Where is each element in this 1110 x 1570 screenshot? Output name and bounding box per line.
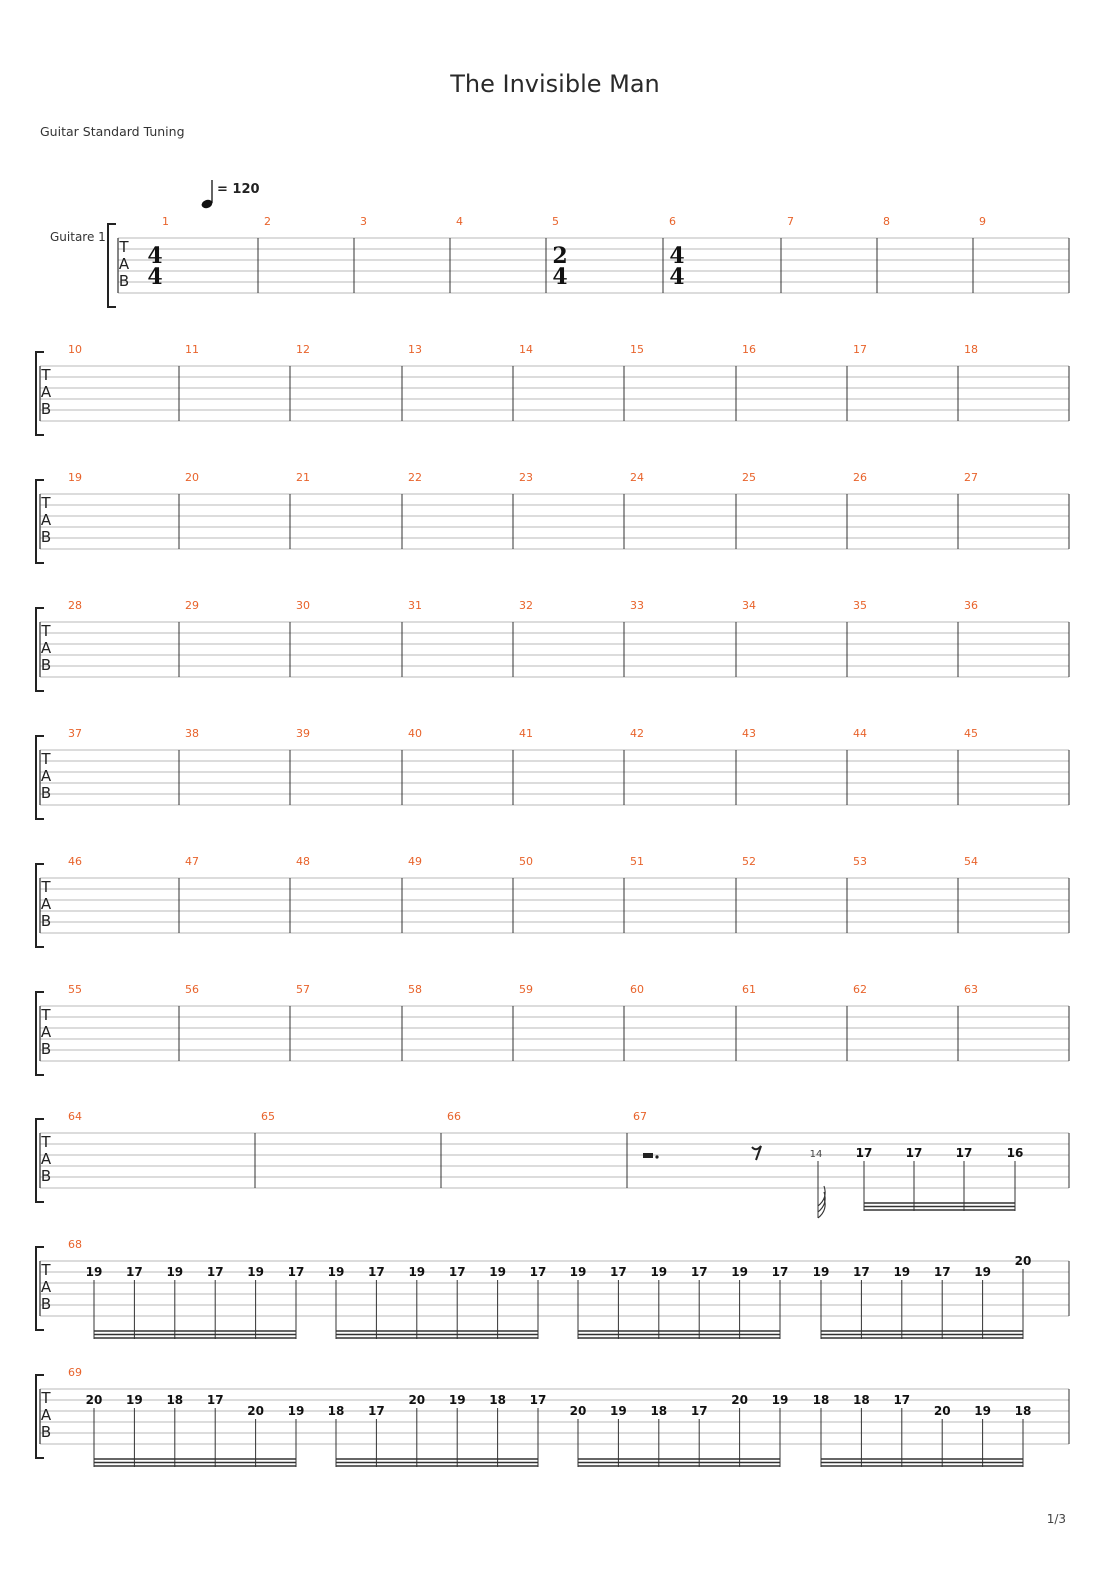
- measure-number: 38: [185, 727, 199, 740]
- measure-number: 40: [408, 727, 422, 740]
- measure-number: 3: [360, 215, 367, 228]
- tab-fret-number: 17: [771, 1265, 789, 1279]
- tab-clef-letter: A: [40, 1406, 52, 1424]
- tab-clef-letter: T: [119, 238, 129, 256]
- tab-clef-letter: A: [40, 511, 52, 529]
- tab-fret-number: 17: [206, 1393, 224, 1407]
- tab-fret-number: 17: [126, 1265, 143, 1279]
- measure-number: 54: [964, 855, 978, 868]
- measure-number: 44: [853, 727, 867, 740]
- measure-number: 36: [964, 599, 978, 612]
- measure-number: 28: [68, 599, 82, 612]
- tab-clef-letter: B: [40, 912, 52, 930]
- tab-fret-number: 18: [812, 1393, 830, 1407]
- measure-number: 57: [296, 983, 310, 996]
- measure-number: 5: [552, 215, 559, 228]
- measure-number: 8: [883, 215, 890, 228]
- tab-fret-number: 18: [166, 1393, 184, 1407]
- tab-clef-letter: T: [41, 1389, 51, 1407]
- measure-number: 49: [408, 855, 422, 868]
- tab-clef-letter: B: [40, 1167, 52, 1185]
- measure-number: 10: [68, 343, 82, 356]
- time-signature-denominator: 4: [669, 264, 685, 290]
- measure-number: 13: [408, 343, 422, 356]
- tab-fret-number: 17: [368, 1404, 385, 1418]
- tab-fret-number: 18: [650, 1404, 668, 1418]
- tab-fret-number: 19: [893, 1265, 911, 1279]
- tab-fret-number: 19: [287, 1404, 305, 1418]
- measure-number: 12: [296, 343, 310, 356]
- tab-fret-number: 20: [933, 1404, 951, 1418]
- time-signature-denominator: 4: [552, 264, 568, 290]
- measure-number: 63: [964, 983, 978, 996]
- tab-fret-number: 17: [933, 1265, 951, 1279]
- tab-fret-number: 19: [771, 1393, 789, 1407]
- instrument-name: Guitare 1: [50, 230, 106, 244]
- measure-number: 20: [185, 471, 199, 484]
- tab-fret-number: 19: [489, 1265, 506, 1279]
- measure-number: 56: [185, 983, 199, 996]
- measure-number: 66: [447, 1110, 461, 1123]
- measure-number: 24: [630, 471, 644, 484]
- time-signature-numerator: 2: [552, 243, 568, 269]
- measure-number: 33: [630, 599, 644, 612]
- tab-clef-letter: T: [41, 366, 51, 384]
- tab-clef-letter: A: [40, 895, 52, 913]
- measure-number: 25: [742, 471, 756, 484]
- tab-clef-letter: A: [40, 639, 52, 657]
- measure-number: 11: [185, 343, 199, 356]
- tab-fret-number: 17: [368, 1265, 385, 1279]
- tab-fret-number: 17: [893, 1393, 911, 1407]
- time-signature-numerator: 4: [669, 243, 685, 269]
- page-number: 1/3: [1046, 1512, 1066, 1526]
- tab-fret-number: 18: [489, 1393, 506, 1407]
- tab-fret-number: 20: [85, 1393, 103, 1407]
- tab-clef-letter: A: [40, 1150, 52, 1168]
- tab-fret-number: 19: [974, 1404, 991, 1418]
- tab-fret-number: 17: [448, 1265, 466, 1279]
- measure-number: 67: [633, 1110, 647, 1123]
- measure-number: 53: [853, 855, 867, 868]
- tab-clef-letter: A: [40, 767, 52, 785]
- measure-number: 30: [296, 599, 310, 612]
- eighth-rest-icon: [752, 1146, 761, 1160]
- measure-number: 47: [185, 855, 199, 868]
- measure-number: 64: [68, 1110, 82, 1123]
- tab-fret-number: 18: [327, 1404, 345, 1418]
- measure-number: 32: [519, 599, 533, 612]
- time-signature-denominator: 4: [147, 264, 163, 290]
- tab-clef-letter: A: [118, 255, 130, 273]
- grace-note: 14: [809, 1149, 823, 1160]
- song-title: The Invisible Man: [450, 70, 660, 98]
- measure-number: 39: [296, 727, 310, 740]
- measure-number: 7: [787, 215, 794, 228]
- measure-number: 19: [68, 471, 82, 484]
- measure-number: 26: [853, 471, 867, 484]
- measure-number: 23: [519, 471, 533, 484]
- tab-clef-letter: B: [40, 400, 52, 418]
- measure-number: 21: [296, 471, 310, 484]
- tab-fret-number: 17: [690, 1404, 708, 1418]
- tab-fret-number: 19: [166, 1265, 184, 1279]
- tab-fret-number: 17: [855, 1146, 873, 1160]
- tab-fret-number: 19: [85, 1265, 103, 1279]
- measure-number: 34: [742, 599, 756, 612]
- measure-number: 17: [853, 343, 867, 356]
- tab-fret-number: 16: [1006, 1146, 1024, 1160]
- tab-clef-letter: T: [41, 1261, 51, 1279]
- tab-clef-letter: A: [40, 1278, 52, 1296]
- tab-clef-letter: T: [41, 1006, 51, 1024]
- measure-number: 52: [742, 855, 756, 868]
- measure-number: 68: [68, 1238, 82, 1251]
- tab-fret-number: 17: [610, 1265, 627, 1279]
- measure-number: 1: [162, 215, 169, 228]
- tab-fret-number: 20: [408, 1393, 426, 1407]
- measure-number: 37: [68, 727, 82, 740]
- measure-number: 6: [669, 215, 676, 228]
- measure-number: 69: [68, 1366, 82, 1379]
- time-signature-numerator: 4: [147, 243, 163, 269]
- measure-number: 42: [630, 727, 644, 740]
- tab-clef-letter: T: [41, 1133, 51, 1151]
- measure-number: 45: [964, 727, 978, 740]
- measure-number: 27: [964, 471, 978, 484]
- tab-fret-number: 19: [126, 1393, 143, 1407]
- measure-number: 15: [630, 343, 644, 356]
- tab-clef-letter: A: [40, 1023, 52, 1041]
- measure-number: 31: [408, 599, 422, 612]
- tab-fret-number: 17: [690, 1265, 708, 1279]
- tab-fret-number: 17: [529, 1265, 547, 1279]
- measure-number: 22: [408, 471, 422, 484]
- measure-number: 51: [630, 855, 644, 868]
- tab-fret-number: 20: [731, 1393, 748, 1407]
- measure-number: 58: [408, 983, 422, 996]
- tab-fret-number: 19: [974, 1265, 991, 1279]
- measure-number: 43: [742, 727, 756, 740]
- tab-fret-number: 19: [408, 1265, 426, 1279]
- measure-number: 50: [519, 855, 533, 868]
- tab-fret-number: 17: [529, 1393, 547, 1407]
- measure-number: 62: [853, 983, 867, 996]
- measure-number: 2: [264, 215, 271, 228]
- tab-fret-number: 17: [955, 1146, 973, 1160]
- measure-number: 4: [456, 215, 463, 228]
- measure-number: 41: [519, 727, 533, 740]
- measure-number: 65: [261, 1110, 275, 1123]
- tab-clef-letter: T: [41, 750, 51, 768]
- tab-fret-number: 19: [569, 1265, 587, 1279]
- tab-clef-letter: T: [41, 622, 51, 640]
- tab-fret-number: 19: [650, 1265, 668, 1279]
- tab-clef-letter: B: [40, 656, 52, 674]
- tab-fret-number: 20: [1014, 1254, 1032, 1268]
- tab-fret-number: 19: [812, 1265, 830, 1279]
- measure-number: 14: [519, 343, 533, 356]
- tuning-label: Guitar Standard Tuning: [40, 124, 185, 139]
- measure-number: 16: [742, 343, 756, 356]
- tab-fret-number: 20: [247, 1404, 264, 1418]
- tab-fret-number: 19: [327, 1265, 345, 1279]
- measure-number: 55: [68, 983, 82, 996]
- tab-clef-letter: T: [41, 878, 51, 896]
- measure-number: 46: [68, 855, 82, 868]
- tab-fret-number: 20: [569, 1404, 587, 1418]
- measure-number: 35: [853, 599, 867, 612]
- measure-number: 48: [296, 855, 310, 868]
- tempo-marking: = 120: [217, 182, 260, 197]
- measure-number: 59: [519, 983, 533, 996]
- tab-fret-number: 19: [610, 1404, 627, 1418]
- tab-clef-letter: T: [41, 494, 51, 512]
- tab-clef-letter: B: [40, 1423, 52, 1441]
- tab-fret-number: 17: [287, 1265, 305, 1279]
- tab-fret-number: 19: [731, 1265, 748, 1279]
- tab-fret-number: 18: [853, 1393, 870, 1407]
- tab-clef-letter: B: [118, 272, 130, 290]
- tab-fret-number: 19: [448, 1393, 466, 1407]
- half-rest-icon: [643, 1153, 653, 1158]
- measure-number: 29: [185, 599, 199, 612]
- tab-clef-letter: B: [40, 784, 52, 802]
- tab-fret-number: 19: [247, 1265, 264, 1279]
- tab-fret-number: 17: [206, 1265, 224, 1279]
- tab-clef-letter: B: [40, 528, 52, 546]
- tab-fret-number: 17: [853, 1265, 870, 1279]
- system-bracket: [108, 224, 116, 307]
- measure-number: 61: [742, 983, 756, 996]
- measure-number: 60: [630, 983, 644, 996]
- tab-fret-number: 17: [905, 1146, 923, 1160]
- tab-clef-letter: A: [40, 383, 52, 401]
- tab-clef-letter: B: [40, 1040, 52, 1058]
- tab-clef-letter: B: [40, 1295, 52, 1313]
- rest-dot: [655, 1155, 658, 1158]
- tab-fret-number: 18: [1014, 1404, 1032, 1418]
- measure-number: 18: [964, 343, 978, 356]
- measure-number: 9: [979, 215, 986, 228]
